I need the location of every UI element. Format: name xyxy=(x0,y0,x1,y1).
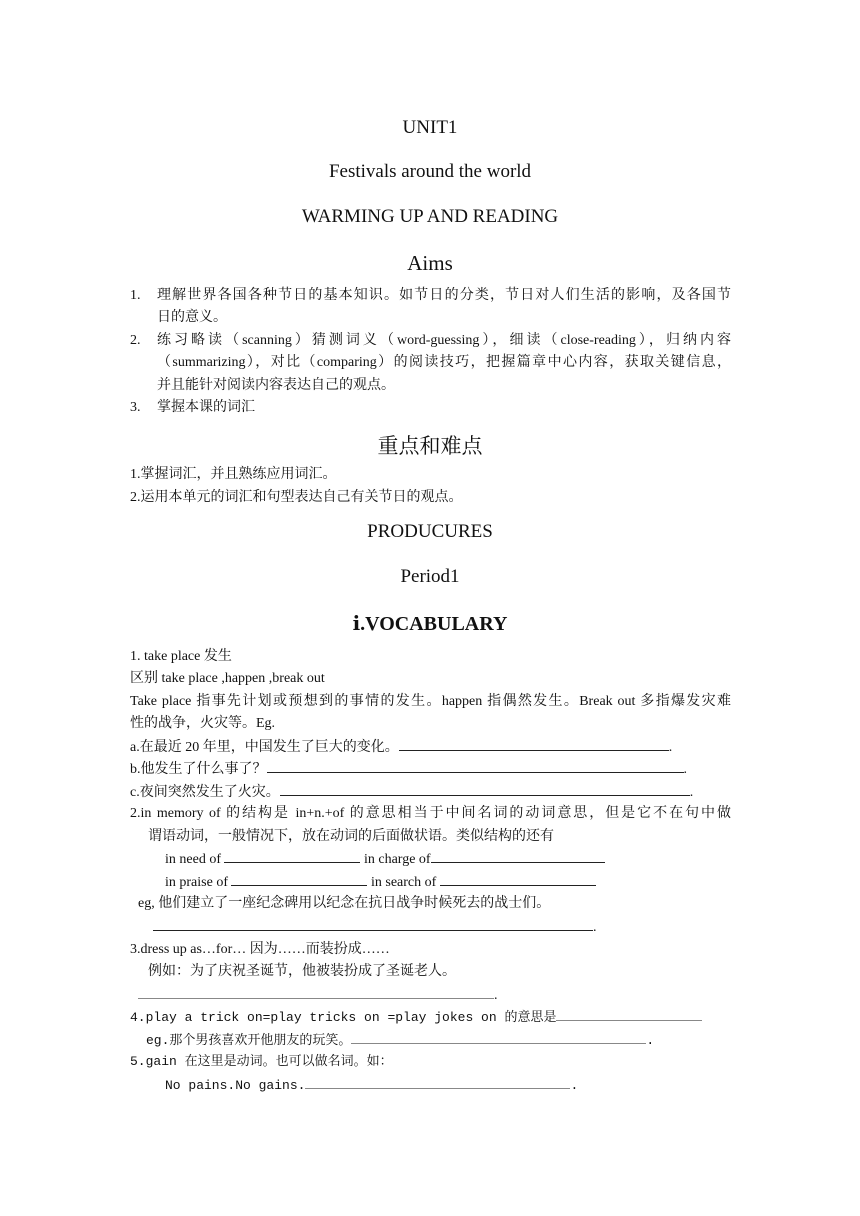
vocab-item-4-text: 4.play a trick on=play tricks on =play jokes on 的意思是 xyxy=(130,1010,557,1025)
phrase-in-charge: in charge of xyxy=(363,852,431,867)
aim-number-1: 1. xyxy=(130,288,141,303)
key-point-1: 1.掌握词汇，并且熟练应用词汇。 xyxy=(130,467,337,482)
phrase-in-praise: in praise of xyxy=(165,875,228,890)
vocab-item-5-example: No pains.No gains. . xyxy=(165,1074,578,1097)
period-heading: Period1 xyxy=(400,566,460,587)
aim-1-line-2: 日的意义。 xyxy=(157,310,227,325)
translation-line-2: . xyxy=(153,916,597,939)
vocabulary-heading: ⅰ.VOCABULARY xyxy=(352,613,508,635)
vocab-item-4 xyxy=(130,1006,702,1029)
vocab-item-1: 1. take place 发生 xyxy=(130,649,232,664)
phrase-row-2 xyxy=(165,871,596,894)
key-points-heading: 重点和难点 xyxy=(377,434,483,458)
answer-blank-in-need[interactable] xyxy=(224,848,360,863)
answer-blank-in-praise[interactable] xyxy=(231,871,367,886)
vocab-item-3-example: 例如：为了庆祝圣诞节，他被装扮成了圣诞老人。 xyxy=(148,964,456,979)
vocab-item-4-example-text: eg.那个男孩喜欢开他朋友的玩笑。 xyxy=(146,1033,352,1048)
vocab-item-2-example: eg, 他们建立了一座纪念碑用以纪念在抗日战争时候死去的战士们。 xyxy=(138,896,551,911)
example-c-text: c.夜间突然发生了火灾。 xyxy=(130,785,280,800)
aim-2-line-2: （summarizing），对比（comparing）的阅读技巧，把握篇章中心内容，获取关键信息， xyxy=(157,355,731,370)
phrase-in-need: in need of xyxy=(165,852,221,867)
vocab-item-4-example: eg.那个男孩喜欢开他朋友的玩笑。 . xyxy=(146,1029,654,1052)
answer-blank-joke[interactable] xyxy=(351,1029,646,1044)
key-point-2: 2.运用本单元的词汇和句型表达自己有关节日的观点。 xyxy=(130,490,463,505)
translation-line-3: . xyxy=(138,984,498,1007)
answer-blank-c[interactable] xyxy=(280,781,690,796)
aim-number-3: 3. xyxy=(130,400,141,415)
phrase-row-1 xyxy=(165,848,605,871)
phrase-in-search: in search of xyxy=(370,875,437,890)
section-title: WARMING UP AND READING xyxy=(301,206,559,227)
answer-blank-play-trick[interactable] xyxy=(556,1006,702,1021)
answer-blank-dress-up[interactable] xyxy=(138,984,494,999)
answer-blank-gain[interactable] xyxy=(305,1074,570,1089)
vocab-distinguish: 区别 take place ,happen ,break out xyxy=(130,671,325,686)
aim-3-line-1: 掌握本课的词汇 xyxy=(157,400,255,415)
aim-2-line-1: 练习略读（scanning）猜测词义（word-guessing），细读（close-reading），归纳内容 xyxy=(157,333,731,348)
vocab-explain-line-1: Take place 指事先计划或预想到的事情的发生。happen 指偶然发生。Break out 多指爆发灾难 xyxy=(130,694,731,709)
example-b-text: b.他发生了什么事了？ xyxy=(130,762,267,777)
unit-subtitle: Festivals around the world xyxy=(328,161,532,182)
vocab-item-5: 5.gain 在这里是动词。也可以做名词。如： xyxy=(130,1054,393,1069)
answer-blank-b[interactable] xyxy=(267,758,684,773)
aim-number-2: 2. xyxy=(130,333,141,348)
vocab-item-2-line-1: 2.in memory of 的结构是 in+n.+of 的意思相当于中间名词的动词意思，但是它不在句中做 xyxy=(130,806,731,821)
vocab-item-5-example-text: No pains.No gains. xyxy=(165,1078,306,1093)
unit-title: UNIT1 xyxy=(402,117,458,138)
answer-blank-memory[interactable] xyxy=(153,916,593,931)
example-c: c.夜间突然发生了火灾。 . xyxy=(130,781,693,804)
answer-blank-a[interactable] xyxy=(399,736,669,751)
vocab-item-3: 3.dress up as…for… 因为……而装扮成…… xyxy=(130,942,390,957)
answer-blank-in-charge[interactable] xyxy=(431,848,605,863)
answer-blank-in-search[interactable] xyxy=(440,871,596,886)
example-a: a.在最近 20 年里，中国发生了巨大的变化。 . xyxy=(130,736,672,759)
aims-heading: Aims xyxy=(407,251,453,275)
vocab-item-2-line-2: 谓语动词，一般情况下，放在动词的后面做状语。类似结构的还有 xyxy=(148,829,554,844)
aim-1-line-1: 理解世界各国各种节日的基本知识。如节日的分类，节日对人们生活的影响，及各国节 xyxy=(157,288,731,303)
example-a-text: a.在最近 20 年里，中国发生了巨大的变化。 xyxy=(130,740,399,755)
example-b: b.他发生了什么事了？ . xyxy=(130,758,687,781)
vocab-explain-line-2: 性的战争，火灾等。Eg. xyxy=(130,716,276,731)
aim-2-line-3: 并且能针对阅读内容表达自己的观点。 xyxy=(157,378,395,393)
procedures-heading: PRODUCURES xyxy=(367,521,493,542)
